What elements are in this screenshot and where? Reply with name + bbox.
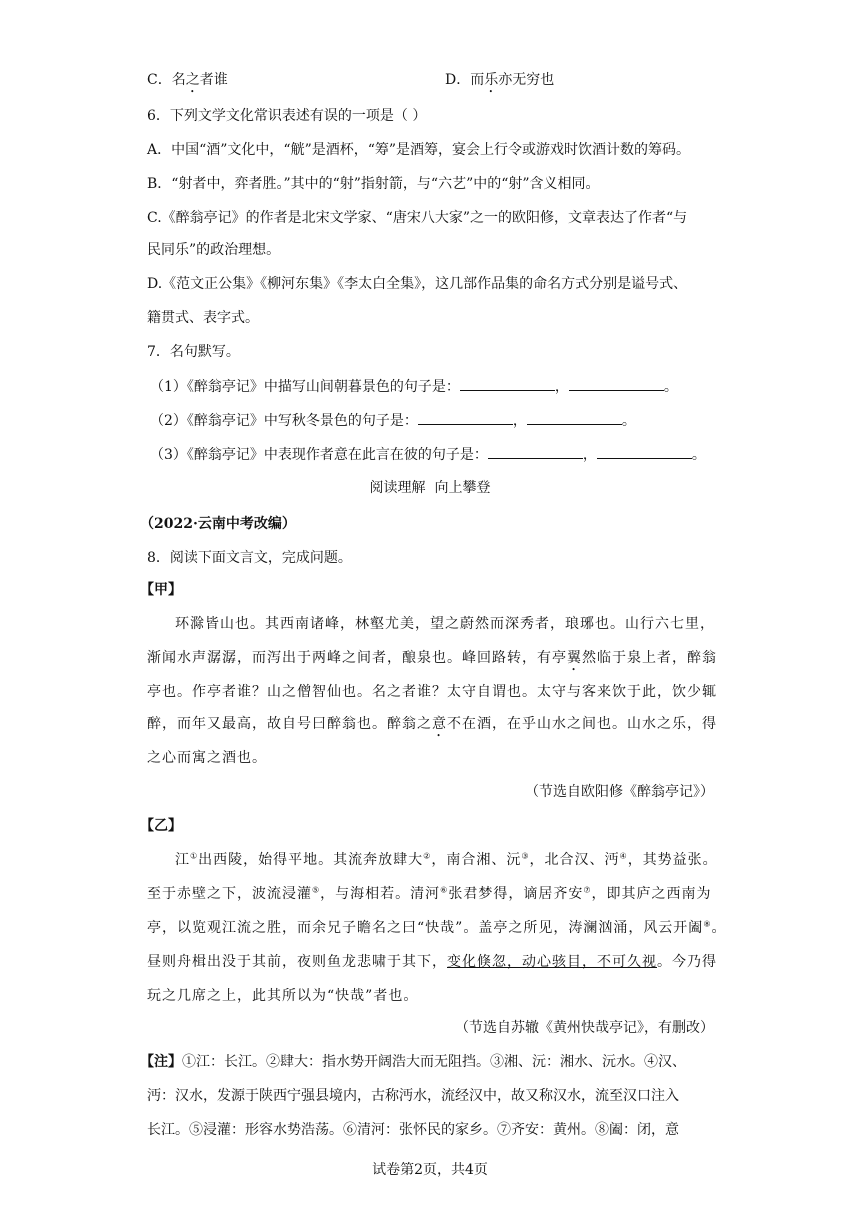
passage-yi-line-3-text: 亭，以览观江流之胜，而余兄子瞻名之曰“快哉”。盖亭之所见，涛澜汹涌，风云开阖 xyxy=(147,920,704,936)
q5-option-c xyxy=(147,70,228,96)
passage-yi-line-2-c: 张君梦得，谪居齐安 xyxy=(448,886,584,902)
passage-jia-line-3: 亭也。作亭者谁？山之僧智仙也。名之者谁？太守自谓也。太守与客来饮于此，饮少辄 xyxy=(147,684,717,700)
underlined-sentence: 变化倏忽，动心骇目，不可久视 xyxy=(447,954,657,970)
q6-option-d-line1: D.《范文正公集》《柳河东集》《李太白全集》，这几部作品集的命名方式分别是谥号式、 xyxy=(147,276,688,292)
passage-yi-line-1-d: ，北合汉、沔 xyxy=(529,852,620,868)
passage-yi-line-4-b: 。今乃得 xyxy=(657,954,717,970)
q5-option-c-dot-char: 之 xyxy=(185,72,200,88)
q5-option-c-text-b: 者谁 xyxy=(199,72,228,88)
passage-jia-line-2-dot-char: 翼 xyxy=(567,650,582,666)
passage-yi-line-2-a: 至于赤壁之下，波流浸灌 xyxy=(147,886,312,902)
passage-yi-line-1-a: 江 xyxy=(175,852,190,868)
passage-jia-source: （节选自欧阳修《醉翁亭记》） xyxy=(525,784,714,800)
q7-item-3-blank-2[interactable] xyxy=(597,444,692,459)
passage-yi-line-1 xyxy=(175,850,718,870)
note-ref-3: ③ xyxy=(521,851,530,861)
q5-option-d-dot-char: 乐 xyxy=(484,72,499,88)
q6-option-d-line2: 籍贯式、表字式。 xyxy=(147,310,259,326)
passage-yi-line-1-e: ，其势益张。 xyxy=(627,852,718,868)
passage-yi-line-2-d: ，即其庐之西南为 xyxy=(591,886,712,902)
q7-item-2 xyxy=(150,410,636,431)
passage-jia-line-4-dot-char: 意 xyxy=(432,716,447,732)
passage-yi-line-3 xyxy=(147,918,726,938)
q7-stem: 7．名句默写。 xyxy=(147,344,240,360)
note-line-1 xyxy=(140,1052,686,1072)
note-ref-2: ② xyxy=(423,851,432,861)
q7-item-1-blank-1[interactable] xyxy=(460,376,555,391)
q7-item-3-comma: ， xyxy=(582,447,597,463)
q5-option-d-prefix: D． xyxy=(445,72,471,88)
q6-option-b: B．“射者中，弈者胜。”其中的“射”指射箭，与“六艺”中的“射”含义相同。 xyxy=(147,176,600,192)
passage-jia-line-4 xyxy=(147,714,717,740)
q7-item-1-period: 。 xyxy=(663,379,678,395)
passage-yi-source: （节选自苏辙《黄州快哉亭记》，有删改） xyxy=(455,1020,714,1036)
passage-yi-line-2-b: ，与海相若。清河 xyxy=(320,886,441,902)
q7-item-1-text: （1）《醉翁亭记》中描写山间朝暮景色的句子是： xyxy=(150,379,460,395)
q7-item-3-period: 。 xyxy=(691,447,706,463)
note-ref-5: ⑤ xyxy=(312,885,321,895)
passage-jia-line-2-b: 然临于泉上者，醉翁 xyxy=(582,650,717,666)
passage-yi-line-1-c: ，南合湘、沅 xyxy=(431,852,522,868)
q7-item-2-period: 。 xyxy=(621,413,636,429)
passage-jia-line-4-a: 醉，而年又最高，故自号曰醉翁也。醉翁之 xyxy=(147,716,432,732)
note-ref-1: ① xyxy=(190,851,199,861)
q5-option-c-prefix: C． xyxy=(147,72,172,88)
passage-jia-line-2-a: 渐闻水声潺潺，而泻出于两峰之间者，酿泉也。峰回路转，有亭 xyxy=(147,650,567,666)
passage-yi-line-3-end: 。 xyxy=(711,920,727,936)
note-label: 【注】 xyxy=(140,1054,182,1070)
passage-yi-line-4-a: 昼则舟楫出没于其前，夜则鱼龙悲啸于其下， xyxy=(147,954,447,970)
q7-item-2-text: （2）《醉翁亭记》中写秋冬景色的句子是： xyxy=(150,413,418,429)
q7-item-3 xyxy=(150,444,706,465)
q7-item-3-blank-1[interactable] xyxy=(488,444,583,459)
passage-yi-label: 【乙】 xyxy=(140,818,182,834)
passage-jia-label: 【甲】 xyxy=(140,582,182,598)
q7-item-1-blank-2[interactable] xyxy=(569,376,664,391)
q6-option-a: A．中国“酒”文化中，“觥”是酒杯，“筹”是酒筹，宴会上行令或游戏时饮酒计数的筹码。 xyxy=(147,142,691,158)
q7-item-2-comma: ， xyxy=(512,413,527,429)
passage-yi-line-2 xyxy=(147,884,712,904)
passage-jia-line-2 xyxy=(147,648,717,674)
section-title: 阅读理解 向上攀登 xyxy=(369,480,491,496)
page-footer: 试卷第2页，共4页 xyxy=(372,1162,488,1178)
note-line-2: 沔：汉水，发源于陕西宁强县境内，古称沔水，流经汉中，故又称汉水，流至汉口注入 xyxy=(147,1088,679,1104)
q5-option-c-text-a: 名 xyxy=(171,72,186,88)
passage-jia-line-1: 环滁皆山也。其西南诸峰，林壑尤美，望之蔚然而深秀者，琅琊也。山行六七里， xyxy=(175,616,715,632)
q7-item-3-text: （3）《醉翁亭记》中表现作者意在此言在彼的句子是： xyxy=(150,447,488,463)
q5-option-d xyxy=(445,70,554,96)
q5-option-d-text-b: 亦无穷也 xyxy=(498,72,555,88)
note-line-3: 长江。⑤浸灌：形容水势浩荡。⑥清河：张怀民的家乡。⑦齐安：黄州。⑧阖：闭，意 xyxy=(147,1122,679,1138)
passage-yi-line-5: 玩之几席之上，此其所以为“快哉”者也。 xyxy=(147,988,419,1004)
note-ref-8: ⑧ xyxy=(703,919,712,929)
passage-yi-line-1-b: 出西陵，始得平地。其流奔放肆大 xyxy=(198,852,424,868)
q7-item-2-blank-1[interactable] xyxy=(418,410,513,425)
q6-option-c-line1: C.《醉翁亭记》的作者是北宋文学家、“唐宋八大家”之一的欧阳修，文章表达了作者“与 xyxy=(147,210,688,226)
q7-item-1-comma: ， xyxy=(554,379,569,395)
note-ref-6: ⑥ xyxy=(440,885,449,895)
q5-option-d-text-a: 而 xyxy=(470,72,485,88)
note-line-1-text: ①江：长江。②肆大：指水势开阔浩大而无阻挡。③湘、沅：湘水、沅水。④汉、 xyxy=(182,1054,686,1070)
q8-stem: 8．阅读下面文言文，完成问题。 xyxy=(147,550,352,566)
passage-jia-line-5: 之心而寓之酒也。 xyxy=(147,750,267,766)
q7-item-2-blank-2[interactable] xyxy=(527,410,622,425)
section-source: （2022·云南中考改编） xyxy=(140,516,296,532)
note-ref-7: ⑦ xyxy=(583,885,592,895)
passage-yi-line-4 xyxy=(147,952,717,972)
passage-jia-line-4-b: 不在酒，在乎山水之间也。山水之乐，得 xyxy=(447,716,717,732)
q7-item-1 xyxy=(150,376,678,397)
note-ref-4: ④ xyxy=(619,851,628,861)
q6-option-c-line2: 民同乐”的政治理想。 xyxy=(147,242,281,258)
q6-stem: 6．下列文学文化常识表述有误的一项是（ ） xyxy=(147,108,427,124)
